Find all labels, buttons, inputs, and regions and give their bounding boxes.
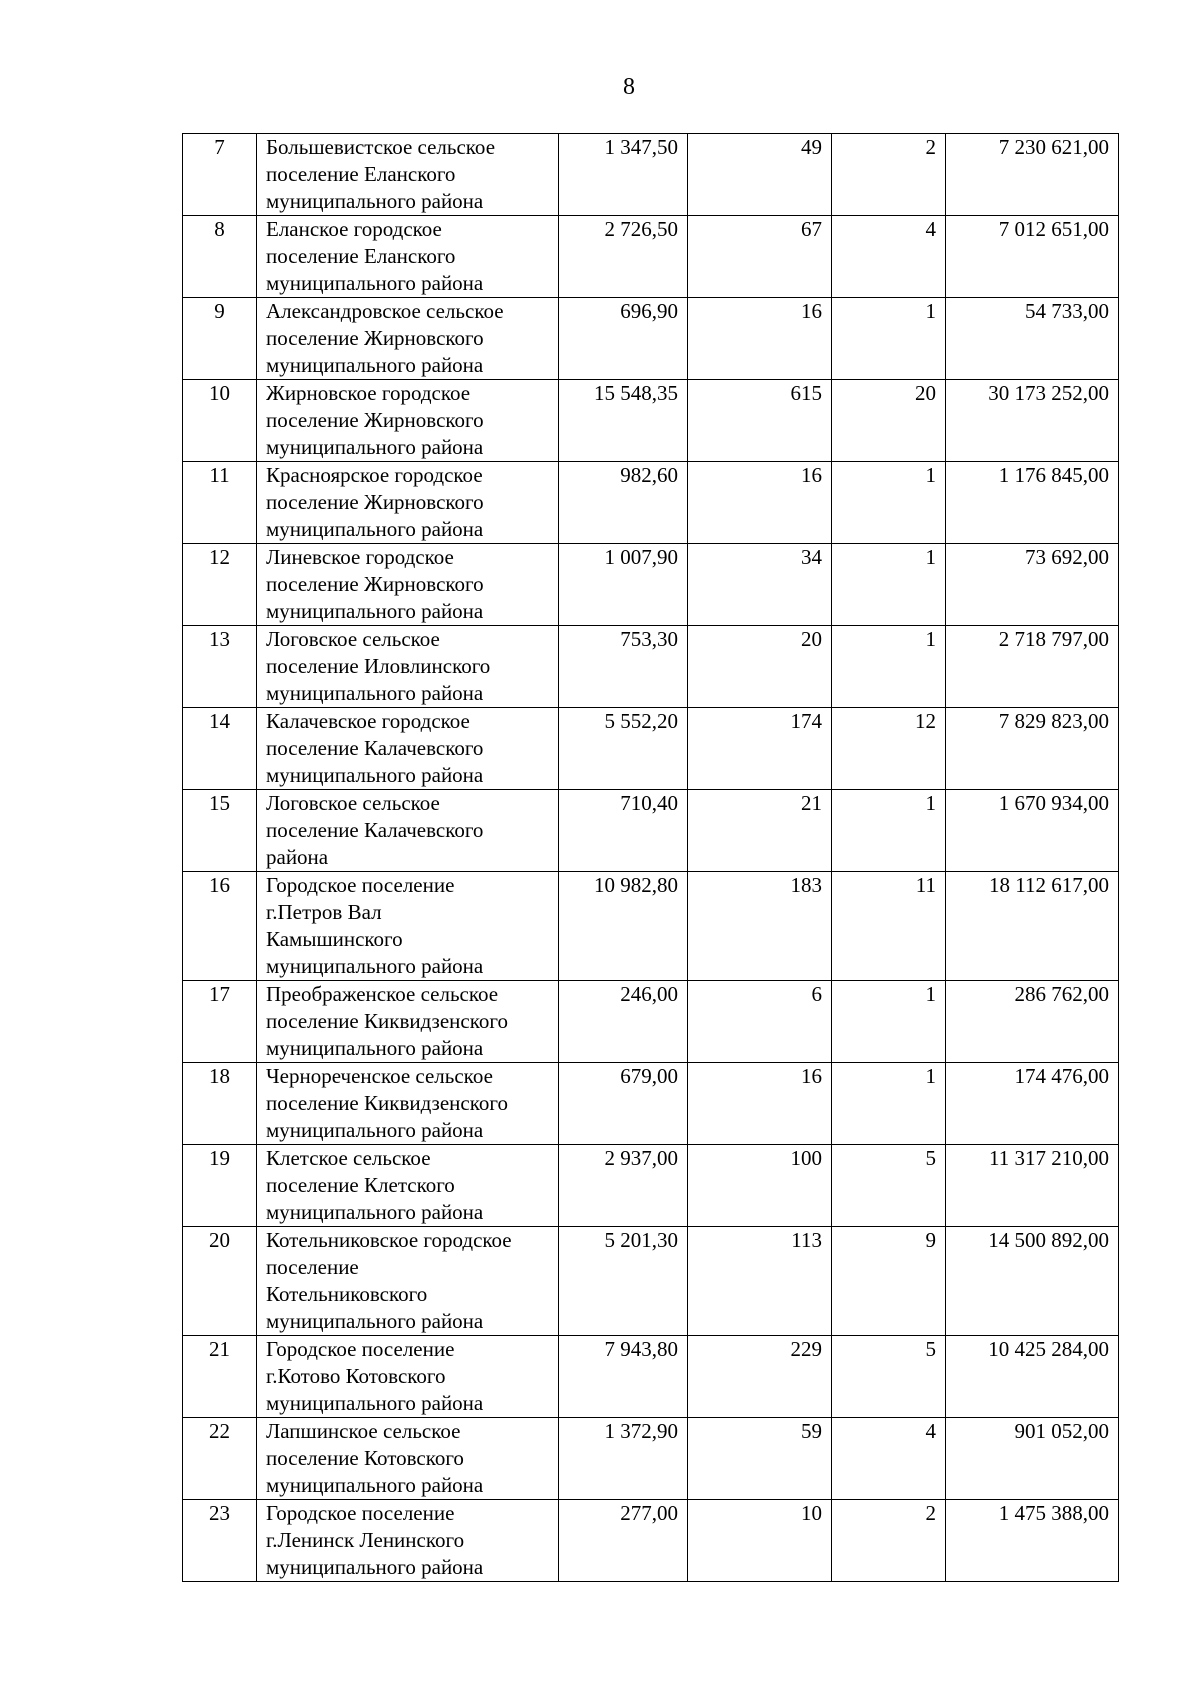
settlement-name-cell	[257, 298, 559, 380]
settlement-name-line: района	[266, 845, 329, 869]
settlement-name-line: поселение Жирновского	[266, 572, 484, 596]
table-row	[183, 1418, 1119, 1500]
settlement-name-line: г.Петров Вал	[266, 900, 382, 924]
settlement-name-line: Чернореченское сельское	[266, 1064, 493, 1088]
area-cell: 2 726,50	[559, 216, 688, 298]
settlement-name-cell	[257, 626, 559, 708]
row-number-cell: 12	[183, 544, 257, 626]
quantity-cell: 5	[832, 1145, 946, 1227]
count-cell: 59	[688, 1418, 832, 1500]
settlement-name-line: Городское поселение	[266, 1501, 455, 1525]
settlement-name-line: Красноярское городское	[266, 463, 483, 487]
settlement-name-line: Александровское сельское	[266, 299, 504, 323]
settlement-name-line: Калачевское городское	[266, 709, 470, 733]
settlement-name-line: муниципального района	[266, 1200, 484, 1224]
sum-cell: 7 012 651,00	[946, 216, 1119, 298]
sum-cell: 7 230 621,00	[946, 134, 1119, 216]
settlement-name-cell	[257, 216, 559, 298]
settlement-name-line: Клетское сельское	[266, 1146, 431, 1170]
count-cell: 615	[688, 380, 832, 462]
row-number-cell: 8	[183, 216, 257, 298]
area-cell: 246,00	[559, 981, 688, 1063]
quantity-cell: 4	[832, 216, 946, 298]
settlement-name-line: Еланское городское	[266, 217, 442, 241]
quantity-cell: 20	[832, 380, 946, 462]
area-cell: 696,90	[559, 298, 688, 380]
row-number-cell: 16	[183, 872, 257, 981]
settlement-name-line: поселение Жирновского	[266, 408, 484, 432]
table-row	[183, 1145, 1119, 1227]
table-row	[183, 380, 1119, 462]
area-cell: 982,60	[559, 462, 688, 544]
settlement-name-cell	[257, 872, 559, 981]
count-cell: 16	[688, 462, 832, 544]
sum-cell: 901 052,00	[946, 1418, 1119, 1500]
count-cell: 49	[688, 134, 832, 216]
sum-cell: 174 476,00	[946, 1063, 1119, 1145]
quantity-cell: 1	[832, 298, 946, 380]
settlement-name-line: муниципального района	[266, 435, 484, 459]
settlement-name-line: поселение Киквидзенского	[266, 1091, 508, 1115]
settlement-name-line: г.Ленинск Ленинского	[266, 1528, 465, 1552]
row-number-cell: 14	[183, 708, 257, 790]
table-row	[183, 298, 1119, 380]
sum-cell: 10 425 284,00	[946, 1336, 1119, 1418]
count-cell: 34	[688, 544, 832, 626]
area-cell: 15 548,35	[559, 380, 688, 462]
settlements-table	[182, 133, 1119, 1582]
table-row	[183, 790, 1119, 872]
settlement-name-cell	[257, 1063, 559, 1145]
settlement-name-line: поселение Жирновского	[266, 326, 484, 350]
settlement-name-line: поселение Еланского	[266, 162, 456, 186]
settlement-name-line: муниципального района	[266, 271, 484, 295]
sum-cell: 7 829 823,00	[946, 708, 1119, 790]
row-number-cell: 13	[183, 626, 257, 708]
settlement-name-line: г.Котово Котовского	[266, 1364, 446, 1388]
settlement-name-cell	[257, 981, 559, 1063]
settlement-name-line: муниципального района	[266, 1118, 484, 1142]
quantity-cell: 5	[832, 1336, 946, 1418]
settlement-name-line: муниципального района	[266, 189, 484, 213]
row-number-cell: 21	[183, 1336, 257, 1418]
count-cell: 21	[688, 790, 832, 872]
settlement-name-cell	[257, 1227, 559, 1336]
settlement-name-line: поселение Клетского	[266, 1173, 455, 1197]
settlement-name-line: Камышинского	[266, 927, 403, 951]
settlement-name-line: поселение Котовского	[266, 1446, 464, 1470]
quantity-cell: 11	[832, 872, 946, 981]
settlement-name-line: Большевистское сельское	[266, 135, 496, 159]
table-body	[183, 134, 1119, 1582]
table-row	[183, 1500, 1119, 1582]
quantity-cell: 1	[832, 1063, 946, 1145]
table-row	[183, 1063, 1119, 1145]
settlement-name-line: Лапшинское сельское	[266, 1419, 461, 1443]
quantity-cell: 1	[832, 462, 946, 544]
table-row	[183, 708, 1119, 790]
settlement-name-line: Городское поселение	[266, 873, 455, 897]
row-number-cell: 9	[183, 298, 257, 380]
settlement-name-line: Городское поселение	[266, 1337, 455, 1361]
settlement-name-cell	[257, 1145, 559, 1227]
sum-cell: 73 692,00	[946, 544, 1119, 626]
row-number-cell: 15	[183, 790, 257, 872]
sum-cell: 286 762,00	[946, 981, 1119, 1063]
sum-cell: 18 112 617,00	[946, 872, 1119, 981]
settlement-name-line: поселение Еланского	[266, 244, 456, 268]
quantity-cell: 1	[832, 981, 946, 1063]
sum-cell: 11 317 210,00	[946, 1145, 1119, 1227]
table-row	[183, 1227, 1119, 1336]
settlement-name-line: Котельниковского	[266, 1282, 428, 1306]
table-row	[183, 626, 1119, 708]
quantity-cell: 9	[832, 1227, 946, 1336]
count-cell: 6	[688, 981, 832, 1063]
settlement-name-line: муниципального района	[266, 1309, 484, 1333]
settlement-name-line: муниципального района	[266, 681, 484, 705]
settlement-name-line: Жирновское городское	[266, 381, 471, 405]
table-row	[183, 462, 1119, 544]
settlement-name-line: Преображенское сельское	[266, 982, 499, 1006]
settlement-name-cell	[257, 1418, 559, 1500]
row-number-cell: 18	[183, 1063, 257, 1145]
count-cell: 20	[688, 626, 832, 708]
settlement-name-line: муниципального района	[266, 954, 484, 978]
sum-cell: 2 718 797,00	[946, 626, 1119, 708]
settlement-name-cell	[257, 544, 559, 626]
quantity-cell: 2	[832, 134, 946, 216]
settlement-name-line: муниципального района	[266, 1391, 484, 1415]
settlement-name-line: поселение Жирновского	[266, 490, 484, 514]
settlement-name-line: Котельниковское городское	[266, 1228, 512, 1252]
count-cell: 10	[688, 1500, 832, 1582]
settlement-name-cell	[257, 134, 559, 216]
count-cell: 16	[688, 1063, 832, 1145]
settlement-name-line: поселение Калачевского	[266, 736, 484, 760]
quantity-cell: 12	[832, 708, 946, 790]
area-cell: 5 201,30	[559, 1227, 688, 1336]
settlement-name-line: поселение Калачевского	[266, 818, 484, 842]
area-cell: 10 982,80	[559, 872, 688, 981]
table-row	[183, 1336, 1119, 1418]
settlement-name-line: поселение Иловлинского	[266, 654, 491, 678]
settlement-name-cell	[257, 790, 559, 872]
settlement-name-line: муниципального района	[266, 599, 484, 623]
count-cell: 174	[688, 708, 832, 790]
settlement-name-line: муниципального района	[266, 1473, 484, 1497]
area-cell: 1 347,50	[559, 134, 688, 216]
table-row	[183, 216, 1119, 298]
settlement-name-cell	[257, 462, 559, 544]
count-cell: 183	[688, 872, 832, 981]
count-cell: 100	[688, 1145, 832, 1227]
area-cell: 277,00	[559, 1500, 688, 1582]
row-number-cell: 17	[183, 981, 257, 1063]
sum-cell: 1 475 388,00	[946, 1500, 1119, 1582]
settlement-name-line: муниципального района	[266, 1036, 484, 1060]
sum-cell: 14 500 892,00	[946, 1227, 1119, 1336]
quantity-cell: 4	[832, 1418, 946, 1500]
sum-cell: 1 670 934,00	[946, 790, 1119, 872]
count-cell: 16	[688, 298, 832, 380]
area-cell: 753,30	[559, 626, 688, 708]
quantity-cell: 1	[832, 544, 946, 626]
table-row	[183, 134, 1119, 216]
settlement-name-line: муниципального района	[266, 1555, 484, 1579]
area-cell: 710,40	[559, 790, 688, 872]
area-cell: 5 552,20	[559, 708, 688, 790]
settlement-name-cell	[257, 708, 559, 790]
row-number-cell: 23	[183, 1500, 257, 1582]
count-cell: 67	[688, 216, 832, 298]
settlement-name-line: Логовское сельское	[266, 627, 440, 651]
area-cell: 1 007,90	[559, 544, 688, 626]
area-cell: 7 943,80	[559, 1336, 688, 1418]
count-cell: 113	[688, 1227, 832, 1336]
quantity-cell: 1	[832, 626, 946, 708]
table-row	[183, 872, 1119, 981]
count-cell: 229	[688, 1336, 832, 1418]
area-cell: 679,00	[559, 1063, 688, 1145]
settlement-name-line: муниципального района	[266, 763, 484, 787]
row-number-cell: 7	[183, 134, 257, 216]
area-cell: 2 937,00	[559, 1145, 688, 1227]
table-row	[183, 981, 1119, 1063]
row-number-cell: 19	[183, 1145, 257, 1227]
settlement-name-line: Логовское сельское	[266, 791, 440, 815]
settlement-name-cell	[257, 1336, 559, 1418]
settlement-name-line: Линевское городское	[266, 545, 454, 569]
quantity-cell: 2	[832, 1500, 946, 1582]
settlement-name-cell	[257, 380, 559, 462]
sum-cell: 30 173 252,00	[946, 380, 1119, 462]
sum-cell: 1 176 845,00	[946, 462, 1119, 544]
area-cell: 1 372,90	[559, 1418, 688, 1500]
page-number: 8	[623, 74, 635, 100]
sum-cell: 54 733,00	[946, 298, 1119, 380]
row-number-cell: 22	[183, 1418, 257, 1500]
row-number-cell: 20	[183, 1227, 257, 1336]
settlement-name-cell	[257, 1500, 559, 1582]
settlement-name-line: муниципального района	[266, 517, 484, 541]
settlement-name-line: муниципального района	[266, 353, 484, 377]
settlement-name-line: поселение	[266, 1255, 359, 1279]
quantity-cell: 1	[832, 790, 946, 872]
row-number-cell: 10	[183, 380, 257, 462]
table-row	[183, 544, 1119, 626]
settlement-name-line: поселение Киквидзенского	[266, 1009, 508, 1033]
row-number-cell: 11	[183, 462, 257, 544]
